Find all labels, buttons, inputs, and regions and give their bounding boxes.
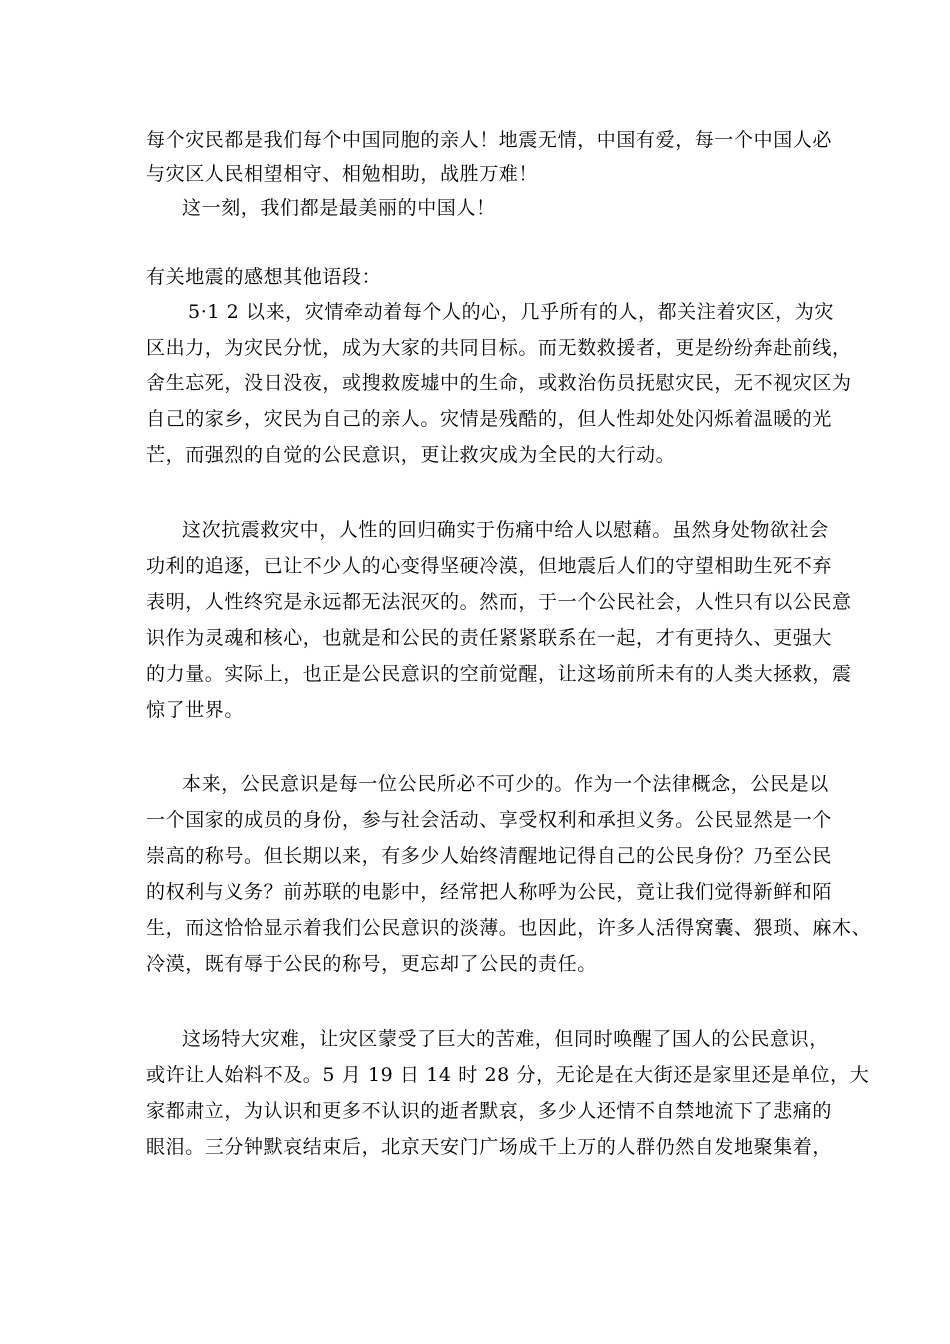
paragraph-2-line-2: 功利的追逐，已让不少人的心变得坚硬冷漠，但地震后人们的守望相助生死不弃 <box>146 555 833 577</box>
paragraph-2-line-1: 这次抗震救灾中，人性的回归确实于伤痛中给人以慰藉。虽然身处物欲社会 <box>182 519 829 541</box>
section-heading: 有关地震的感想其他语段： <box>146 266 382 288</box>
paragraph-3-line-2: 一个国家的成员的身份，参与社会活动、享受权利和承担义务。公民显然是一个 <box>146 809 833 831</box>
paragraph-4-line-4: 眼泪。三分钟默哀结束后，北京天安门广场成千上万的人群仍然自发地聚集着， <box>146 1136 833 1158</box>
paragraph-1-line-2: 区出力，为灾民分忧，成为大家的共同目标。而无数救援者，更是纷纷奔赴前线， <box>146 337 852 359</box>
paragraph-4-line-3: 家都肃立，为认识和更多不认识的逝者默哀，多少人还情不自禁地流下了悲痛的 <box>146 1100 833 1122</box>
intro-line-2: 与灾区人民相望相守、相勉相助，战胜万难！ <box>146 163 539 185</box>
paragraph-4-line-1: 这场特大灾难，让灾区蒙受了巨大的苦难，但同时唤醒了国人的公民意识， <box>182 1028 829 1050</box>
paragraph-2-line-4: 识作为灵魂和核心，也就是和公民的责任紧紧联系在一起，才有更持久、更强大 <box>146 627 833 649</box>
paragraph-3-line-1: 本来，公民意识是每一位公民所必不可少的。作为一个法律概念，公民是以 <box>182 773 829 795</box>
paragraph-2-line-6: 惊了世界。 <box>146 699 245 721</box>
paragraph-1-line-3: 舍生忘死，没日没夜，或搜救废墟中的生命，或救治伤员抚慰灾民，无不视灾区为 <box>146 372 852 394</box>
paragraph-3-line-6: 冷漠，既有辱于公民的称号，更忘却了公民的责任。 <box>146 953 597 975</box>
paragraph-2-line-3: 表明，人性终究是永远都无法泯灭的。然而，于一个公民社会，人性只有以公民意 <box>146 591 852 613</box>
paragraph-1-line-1: 5·1 2 以来，灾情牵动着每个人的心，几乎所有的人，都关注着灾区，为灾 <box>188 301 834 323</box>
paragraph-3-line-4: 的权利与义务？前苏联的电影中，经常把人称呼为公民，竟让我们觉得新鲜和陌 <box>146 881 833 903</box>
paragraph-1-line-4: 自己的家乡，灾民为自己的亲人。灾情是残酷的，但人性却处处闪烁着温暖的光 <box>146 408 833 430</box>
paragraph-1-line-5: 芒，而强烈的自觉的公民意识，更让救灾成为全民的大行动。 <box>146 444 676 466</box>
paragraph-3-line-5: 生，而这恰恰显示着我们公民意识的淡薄。也因此，许多人活得窝囊、猥琐、麻木、 <box>146 917 872 939</box>
intro-line-1: 每个灾民都是我们每个中国同胞的亲人！地震无情，中国有爱，每一个中国人必 <box>146 129 833 151</box>
paragraph-2-line-5: 的力量。实际上，也正是公民意识的空前觉醒，让这场前所未有的人类大拯救，震 <box>146 663 852 685</box>
paragraph-3-line-3: 崇高的称号。但长期以来，有多少人始终清醒地记得自己的公民身份？乃至公民 <box>146 845 833 867</box>
paragraph-4-line-2: 或许让人始料不及。5 月 19 日 14 时 28 分，无论是在大街还是家里还是单位，大 <box>146 1064 870 1086</box>
intro-line-3: 这一刻，我们都是最美丽的中国人！ <box>182 197 496 219</box>
